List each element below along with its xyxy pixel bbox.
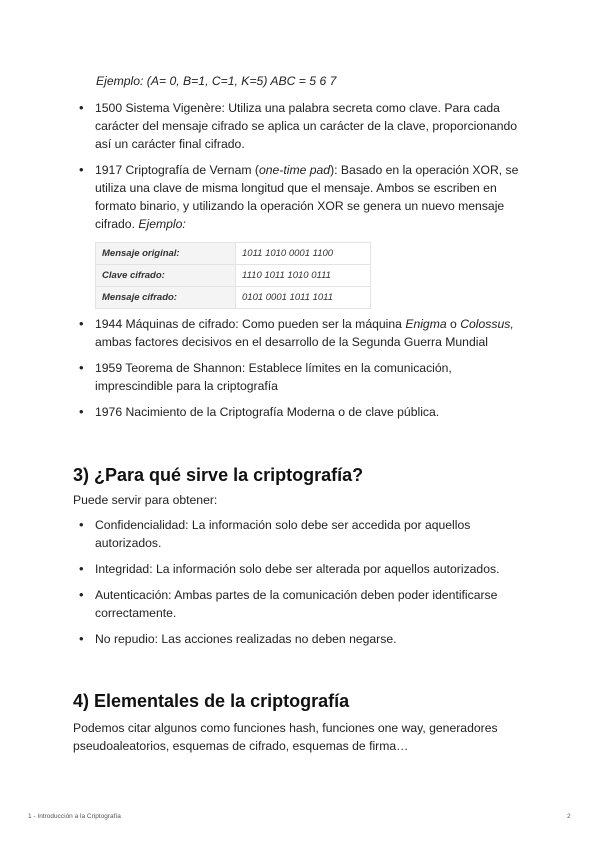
table-cell-label: Mensaje original: <box>96 243 236 265</box>
footer-title: 1 - Introducción a la Criptografía <box>28 813 121 820</box>
table-cell-value: 1110 1011 1010 0111 <box>236 265 371 287</box>
section-4-text: Podemos citar algunos como funciones hash, funciones one way, generadores pseudoaleatorios, esquemas de cifrado, esquemas de firma… <box>73 721 498 753</box>
section-3-list <box>79 516 529 656</box>
list-item: • Autenticación: Ambas partes de la comunicación deben poder identificarse correctamente. <box>79 586 529 622</box>
list-item: • Integridad: La información solo debe ser alterada por aquellos autorizados. <box>79 560 529 578</box>
table-cell-value: 0101 0001 1011 1011 <box>236 287 371 309</box>
section-3-intro: Puede servir para obtener: <box>73 493 218 507</box>
history-list-b <box>79 315 529 429</box>
vigenere-example-line: Ejemplo: (A= 0, B=1, C=1, K=5) ABC = 5 6 7 <box>96 74 337 88</box>
table-row <box>96 243 371 265</box>
section-4-heading: 4) Elementales de la criptografía <box>73 691 350 711</box>
table-row <box>96 265 371 287</box>
list-item: • 1500 Sistema Vigenère: Utiliza una palabra secreta como clave. Para cada carácter del mensaje cifrado se aplica un carácter de la clave, proporcionando así un carácter final cifrado. <box>79 99 529 153</box>
history-list-a <box>79 99 529 241</box>
list-item: • 1976 Nacimiento de la Criptografía Moderna o de clave pública. <box>79 403 529 421</box>
list-item: • 1917 Criptografía de Vernam (one-time pad): Basado en la operación XOR, se utiliza una clave de misma longitud que el mensaje. Ambos se escriben en formato binario, y utilizando la operación XOR se genera un nuevo mensaje cifrado. Ejemplo: <box>79 161 529 233</box>
table-cell-label: Clave cifrado: <box>96 265 236 287</box>
table-cell-label: Mensaje cifrado: <box>96 287 236 309</box>
list-item: • Confidencialidad: La información solo debe ser accedida por aquellos autorizados. <box>79 516 529 552</box>
list-item: • No repudio: Las acciones realizadas no deben negarse. <box>79 630 529 648</box>
vernam-example-table <box>95 242 371 309</box>
table-row <box>96 287 371 309</box>
list-item: • 1959 Teorema de Shannon: Establece límites en la comunicación, imprescindible para la criptografía <box>79 359 529 395</box>
table-cell-value: 1011 1010 0001 1100 <box>236 243 371 265</box>
list-item: • 1944 Máquinas de cifrado: Como pueden ser la máquina Enigma o Colossus, ambas factores decisivos en el desarrollo de la Segunda Guerra Mundial <box>79 315 529 351</box>
footer-page-number: 2 <box>567 813 571 820</box>
section-3-heading: 3) ¿Para qué sirve la criptografía? <box>73 465 364 485</box>
